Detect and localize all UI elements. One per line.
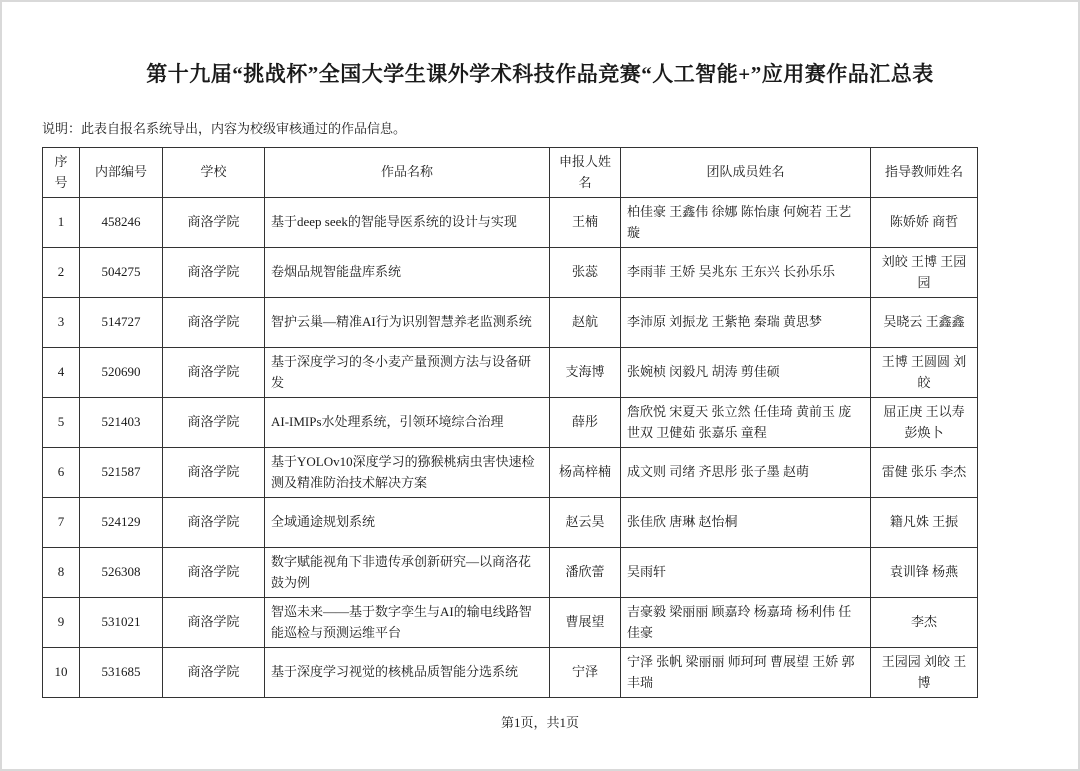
cell-teachers: 陈娇娇 商哲 [871, 198, 978, 248]
cell-applicant: 杨高梓楠 [550, 448, 621, 498]
table-row [43, 348, 978, 398]
cell-team: 宁泽 张帆 梁丽丽 师珂珂 曹展望 王娇 郭丰瑞 [621, 648, 871, 698]
cell-teachers: 李杰 [871, 598, 978, 648]
cell-applicant: 张蕊 [550, 248, 621, 298]
header-teachers: 指导教师姓名 [871, 148, 978, 198]
cell-serial: 10 [43, 648, 80, 698]
cell-team: 柏佳豪 王鑫伟 徐娜 陈怡康 何婉若 王艺璇 [621, 198, 871, 248]
header-school: 学校 [163, 148, 265, 198]
cell-serial: 7 [43, 498, 80, 548]
table-row [43, 498, 978, 548]
cell-team: 吉豪毅 梁丽丽 顾嘉玲 杨嘉琦 杨利伟 任佳豪 [621, 598, 871, 648]
cell-applicant: 曹展望 [550, 598, 621, 648]
cell-teachers: 王博 王圆圆 刘皎 [871, 348, 978, 398]
cell-serial: 2 [43, 248, 80, 298]
cell-serial: 8 [43, 548, 80, 598]
cell-code: 521587 [80, 448, 163, 498]
cell-teachers: 屈正庚 王以寿 彭焕卜 [871, 398, 978, 448]
header-serial: 序号 [43, 148, 80, 198]
header-team: 团队成员姓名 [621, 148, 871, 198]
page-number: 第1页，共1页 [500, 715, 579, 730]
cell-serial: 3 [43, 298, 80, 348]
cell-code: 531021 [80, 598, 163, 648]
cell-school: 商洛学院 [163, 598, 265, 648]
cell-title: 基于deep seek的智能导医系统的设计与实现 [265, 198, 550, 248]
table-row [43, 598, 978, 648]
cell-title: 智护云巢—精准AI行为识别智慧养老监测系统 [265, 298, 550, 348]
table-row [43, 648, 978, 698]
cell-school: 商洛学院 [163, 648, 265, 698]
page-title: 第十九届“挑战杯”全国大学生课外学术科技作品竞赛“人工智能+”应用赛作品汇总表 [146, 62, 934, 86]
cell-code: 520690 [80, 348, 163, 398]
note-text: 说明：此表自报名系统导出，内容为校级审核通过的作品信息。 [42, 121, 407, 136]
cell-teachers: 王园园 刘皎 王博 [871, 648, 978, 698]
cell-school: 商洛学院 [163, 348, 265, 398]
cell-teachers: 雷健 张乐 李杰 [871, 448, 978, 498]
cell-title: AI-IMIPs水处理系统，引领环境综合治理 [265, 398, 550, 448]
cell-team: 张婉桢 闵毅凡 胡涛 剪佳硕 [621, 348, 871, 398]
cell-school: 商洛学院 [163, 498, 265, 548]
cell-serial: 4 [43, 348, 80, 398]
cell-team: 李雨菲 王娇 吴兆东 王东兴 长孙乐乐 [621, 248, 871, 298]
cell-code: 521403 [80, 398, 163, 448]
cell-code: 526308 [80, 548, 163, 598]
cell-school: 商洛学院 [163, 298, 265, 348]
cell-serial: 5 [43, 398, 80, 448]
table-row [43, 198, 978, 248]
cell-code: 524129 [80, 498, 163, 548]
cell-code: 504275 [80, 248, 163, 298]
cell-title: 数字赋能视角下非遗传承创新研究—以商洛花鼓为例 [265, 548, 550, 598]
cell-teachers: 籍凡姝 王振 [871, 498, 978, 548]
cell-school: 商洛学院 [163, 448, 265, 498]
cell-title: 全域通途规划系统 [265, 498, 550, 548]
header-code: 内部编号 [80, 148, 163, 198]
cell-title: 基于深度学习视觉的核桃品质智能分选系统 [265, 648, 550, 698]
cell-code: 531685 [80, 648, 163, 698]
cell-title: 基于YOLOv10深度学习的猕猴桃病虫害快速检测及精准防治技术解决方案 [265, 448, 550, 498]
header-applicant: 申报人姓名 [550, 148, 621, 198]
table-row [43, 448, 978, 498]
cell-team: 李沛原 刘振龙 王紫艳 秦瑞 黄思梦 [621, 298, 871, 348]
cell-applicant: 支海博 [550, 348, 621, 398]
cell-school: 商洛学院 [163, 398, 265, 448]
cell-applicant: 王楠 [550, 198, 621, 248]
cell-school: 商洛学院 [163, 198, 265, 248]
cell-team: 詹欣悦 宋夏天 张立然 任佳琦 黄前玉 庞世双 卫健茹 张嘉乐 童程 [621, 398, 871, 448]
table-row [43, 398, 978, 448]
cell-code: 514727 [80, 298, 163, 348]
cell-code: 458246 [80, 198, 163, 248]
cell-applicant: 赵航 [550, 298, 621, 348]
table-row [43, 548, 978, 598]
cell-serial: 9 [43, 598, 80, 648]
cell-title: 卷烟品规智能盘库系统 [265, 248, 550, 298]
cell-teachers: 吴晓云 王鑫鑫 [871, 298, 978, 348]
works-summary-table [42, 147, 978, 698]
cell-applicant: 赵云昊 [550, 498, 621, 548]
header-title: 作品名称 [265, 148, 550, 198]
cell-applicant: 宁泽 [550, 648, 621, 698]
cell-school: 商洛学院 [163, 548, 265, 598]
cell-serial: 6 [43, 448, 80, 498]
cell-teachers: 袁训锋 杨燕 [871, 548, 978, 598]
cell-school: 商洛学院 [163, 248, 265, 298]
cell-applicant: 薛彤 [550, 398, 621, 448]
cell-teachers: 刘皎 王博 王园园 [871, 248, 978, 298]
table-row [43, 298, 978, 348]
cell-title: 智巡未来——基于数字孪生与AI的输电线路智能巡检与预测运维平台 [265, 598, 550, 648]
cell-applicant: 潘欣蕾 [550, 548, 621, 598]
cell-team: 张佳欣 唐琳 赵怡桐 [621, 498, 871, 548]
table-header-row [43, 148, 978, 198]
cell-team: 成文则 司绪 齐思彤 张子墨 赵萌 [621, 448, 871, 498]
cell-team: 吴雨轩 [621, 548, 871, 598]
table-row [43, 248, 978, 298]
cell-title: 基于深度学习的冬小麦产量预测方法与设备研发 [265, 348, 550, 398]
cell-serial: 1 [43, 198, 80, 248]
